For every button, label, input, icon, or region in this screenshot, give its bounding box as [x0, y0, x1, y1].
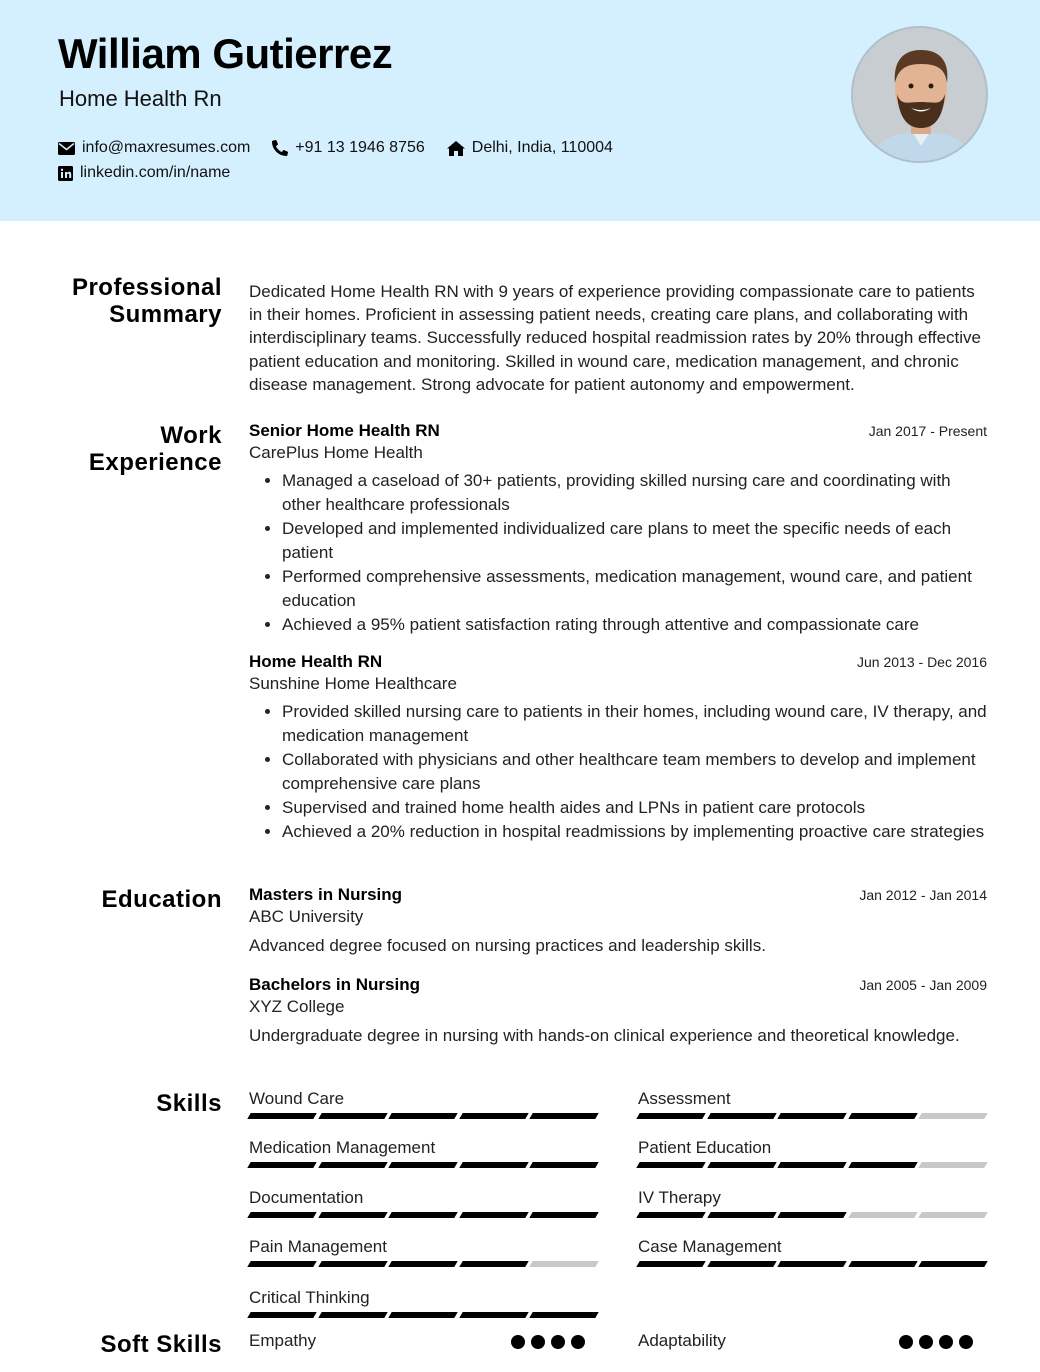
skill-level-segment	[247, 1261, 316, 1267]
degree-title: Masters in Nursing	[249, 885, 403, 904]
summary-title-line-1: Professional	[71, 274, 222, 301]
skill-level-segment	[848, 1162, 917, 1168]
education-description: Advanced degree focused on nursing practices and leadership skills.	[249, 936, 766, 955]
education-date: Jan 2012 - Jan 2014	[859, 887, 987, 903]
skill-level-bar	[249, 1312, 597, 1318]
skill-level-segment	[388, 1113, 457, 1119]
work-title-line-1: Work	[160, 422, 222, 449]
linkedin-icon	[58, 166, 73, 181]
skill-level-bar	[638, 1162, 986, 1168]
education-description: Undergraduate degree in nursing with hands-on clinical experience and theoretical knowledge.	[249, 1026, 960, 1045]
resume-header	[0, 0, 1040, 221]
job-bullet: • Developed and implemented individualized care plans to meet the specific needs of each patient	[282, 517, 987, 565]
contact-line	[58, 139, 635, 157]
skill-level-segment	[919, 1113, 988, 1119]
phone-icon	[272, 140, 288, 156]
candidate-name: William Gutierrez	[58, 30, 393, 77]
education-date: Jan 2005 - Jan 2009	[859, 977, 987, 993]
skill-level-segment	[247, 1162, 316, 1168]
summary-text: Dedicated Home Health RN with 9 years of experience providing compassionate care to patients in their homes. Proficient in assessing patient needs, creating care plans, and collaborating with interdisciplinary teams. Successfully reduced hospital readmission rates by 20% through effective patient education and monitoring. Skilled in wound care, medication management, and chronic disease management. Strong advocate for patient autonomy and empowerment.	[249, 282, 981, 394]
skill-level-segment	[459, 1162, 528, 1168]
linkedin-text: linkedin.com/in/name	[80, 164, 231, 181]
skill-level-segment	[848, 1113, 917, 1119]
degree-title: Bachelors in Nursing	[249, 975, 420, 994]
contact-line-2	[58, 164, 252, 182]
job-organization: Sunshine Home Healthcare	[249, 674, 457, 693]
skill-level-bar	[249, 1212, 597, 1218]
skill-level-segment	[318, 1261, 387, 1267]
skill-item	[249, 1288, 597, 1318]
contact-phone[interactable]	[272, 139, 424, 157]
skill-level-segment	[318, 1312, 387, 1318]
skill-level-segment	[459, 1312, 528, 1318]
skill-level-segment	[707, 1113, 776, 1119]
phone-text: +91 13 1946 8756	[295, 139, 425, 156]
job-bullet: • Managed a caseload of 30+ patients, providing skilled nursing care and coordinating with other healthcare professionals	[282, 469, 987, 517]
job-bullet: • Achieved a 95% patient satisfaction rating through attentive and compassionate care	[282, 613, 987, 637]
skill-item	[249, 1237, 597, 1267]
profile-photo	[851, 26, 988, 163]
soft-skill-name: Empathy	[249, 1331, 317, 1350]
skill-name: Critical Thinking	[249, 1288, 370, 1307]
rating-dot	[939, 1335, 953, 1349]
home-icon	[447, 141, 465, 156]
skill-level-bar	[638, 1261, 986, 1267]
skill-name: Assessment	[638, 1089, 731, 1108]
skill-level-segment	[530, 1113, 599, 1119]
soft-skill-rating	[899, 1335, 973, 1349]
skill-level-segment	[777, 1113, 846, 1119]
soft-skill-name: Adaptability	[638, 1331, 726, 1350]
education-entry	[249, 885, 987, 957]
skill-name: Documentation	[249, 1188, 364, 1207]
contact-linkedin[interactable]	[58, 164, 230, 182]
skill-level-segment	[636, 1261, 705, 1267]
rating-dot	[899, 1335, 913, 1349]
skill-name: Pain Management	[249, 1237, 387, 1256]
rating-dot	[551, 1335, 565, 1349]
skill-level-segment	[848, 1212, 917, 1218]
job-bullet: • Collaborated with physicians and other healthcare team members to develop and implement comprehensive care plans	[282, 748, 987, 796]
skill-level-segment	[388, 1212, 457, 1218]
job-bullet: • Supervised and trained home health aides and LPNs in patient care protocols	[282, 796, 987, 820]
skill-level-segment	[848, 1261, 917, 1267]
soft-skills-section-title: Soft Skills	[100, 1331, 222, 1358]
skill-level-segment	[530, 1312, 599, 1318]
job-bullet: • Provided skilled nursing care to patients in their homes, including wound care, IV therapy, and medication management	[282, 700, 987, 748]
rating-dot	[531, 1335, 545, 1349]
job-bullet: • Performed comprehensive assessments, medication management, wound care, and patient education	[282, 565, 987, 613]
skill-level-segment	[707, 1212, 776, 1218]
skill-level-segment	[247, 1312, 316, 1318]
work-section-title	[89, 422, 222, 476]
skill-level-segment	[777, 1212, 846, 1218]
skill-level-segment	[919, 1261, 988, 1267]
rating-dot	[511, 1335, 525, 1349]
location-text: Delhi, India, 110004	[471, 139, 613, 156]
skill-level-segment	[459, 1212, 528, 1218]
skill-level-bar	[638, 1113, 986, 1119]
skill-level-segment	[530, 1261, 599, 1267]
skill-level-segment	[318, 1212, 387, 1218]
job-bullet: • Achieved a 20% reduction in hospital readmissions by implementing proactive care strategies	[282, 820, 987, 844]
skill-level-segment	[318, 1162, 387, 1168]
candidate-role: Home Health Rn	[59, 86, 222, 111]
skill-item	[249, 1089, 597, 1119]
skill-name: Patient Education	[638, 1138, 772, 1157]
education-section-title: Education	[101, 886, 222, 913]
skill-level-segment	[530, 1212, 599, 1218]
skill-level-segment	[530, 1162, 599, 1168]
job-title: Home Health RN	[249, 652, 383, 671]
skill-item	[638, 1188, 986, 1218]
skill-level-segment	[459, 1113, 528, 1119]
email-text: info@maxresumes.com	[82, 139, 251, 156]
job-title: Senior Home Health RN	[249, 421, 440, 440]
contact-email[interactable]	[58, 139, 250, 157]
job-bullets	[249, 469, 987, 637]
skill-item	[638, 1138, 986, 1168]
skill-name: Case Management	[638, 1237, 782, 1256]
skill-level-segment	[919, 1212, 988, 1218]
skills-section-title: Skills	[156, 1090, 222, 1117]
job-organization: CarePlus Home Health	[249, 443, 423, 462]
school-name: ABC University	[249, 907, 364, 926]
summary-section-title	[72, 274, 222, 328]
skill-level-segment	[636, 1162, 705, 1168]
skill-level-segment	[247, 1113, 316, 1119]
skill-level-bar	[249, 1162, 597, 1168]
summary-title-line-2: Summary	[109, 301, 222, 328]
job-bullets	[249, 700, 987, 844]
skill-level-segment	[318, 1113, 387, 1119]
skill-level-segment	[707, 1162, 776, 1168]
education-entry	[249, 975, 987, 1047]
contact-location	[447, 139, 613, 157]
skill-level-segment	[388, 1162, 457, 1168]
rating-dot	[959, 1335, 973, 1349]
skill-level-segment	[636, 1113, 705, 1119]
skill-name: Wound Care	[249, 1089, 345, 1108]
school-name: XYZ College	[249, 997, 345, 1016]
skill-item	[249, 1188, 597, 1218]
job-entry	[249, 652, 987, 844]
skill-level-segment	[919, 1162, 988, 1168]
skill-level-bar	[249, 1113, 597, 1119]
job-date: Jun 2013 - Dec 2016	[857, 654, 987, 670]
skill-name: Medication Management	[249, 1138, 436, 1157]
rating-dot	[919, 1335, 933, 1349]
rating-dot	[571, 1335, 585, 1349]
skill-level-segment	[388, 1312, 457, 1318]
skill-level-segment	[459, 1261, 528, 1267]
job-entry	[249, 421, 987, 637]
skill-item	[249, 1138, 597, 1168]
skill-level-bar	[638, 1212, 986, 1218]
soft-skill-rating	[511, 1335, 585, 1349]
skill-item	[638, 1089, 986, 1119]
skill-level-segment	[636, 1212, 705, 1218]
work-title-line-2: Experience	[88, 449, 222, 476]
skill-name: IV Therapy	[638, 1188, 721, 1207]
skill-level-segment	[777, 1261, 846, 1267]
skill-level-segment	[247, 1212, 316, 1218]
skill-level-bar	[249, 1261, 597, 1267]
skill-level-segment	[388, 1261, 457, 1267]
job-date: Jan 2017 - Present	[868, 423, 987, 439]
skill-level-segment	[707, 1261, 776, 1267]
skill-level-segment	[777, 1162, 846, 1168]
skill-item	[638, 1237, 986, 1267]
envelope-icon	[58, 142, 75, 155]
